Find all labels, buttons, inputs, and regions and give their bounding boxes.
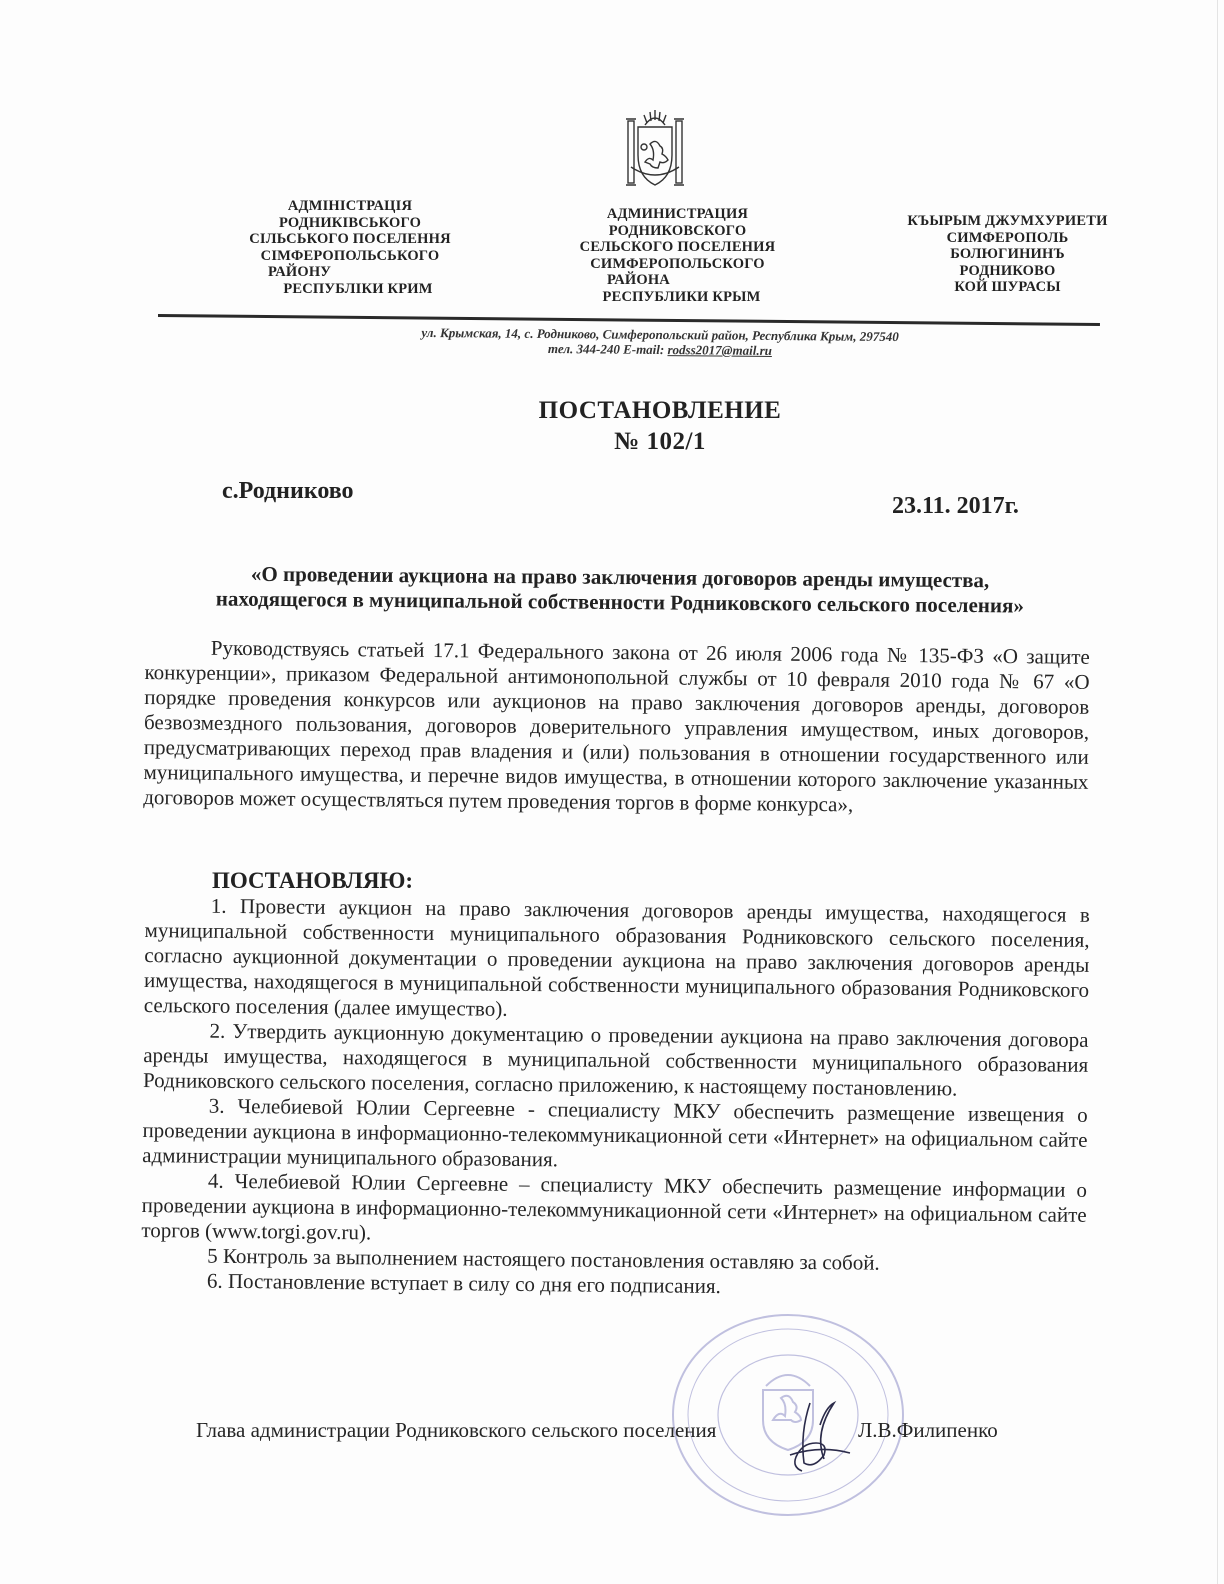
preamble-text: Руководствуясь статьей 17.1 Федерального закона от 26 июля 2006 года № 135-ФЗ «О защите конкуренции», приказом Федеральной антимонопольной службы от 10 февраля 2010 года № 67 «О порядке проведения конкурсов или аукционов на право заключения договоров аренды, договоров безвозмездного пользования, договоров доверительного управления имуществом, иных договоров, предусматривающих переход прав владения и (или) пользования в отношении государственного или муниципального имущества, и перечне видов имущества, в отношении которого заключение указанных договоров может осуществляться путем проведения торгов в форме конкурса», (143, 635, 1090, 817)
header-line: КЪЫРЫМ ДЖУМХУРИЕТИ (907, 213, 1108, 229)
header-line: РАЙОНУ (268, 264, 332, 280)
document-place: с.Родниково (222, 478, 354, 504)
header-line: БОЛЮГИНИНЪ (950, 246, 1065, 262)
header-line: АДМИНИСТРАЦИЯ (606, 206, 749, 222)
email-link[interactable]: rodss2017@mail.ru (667, 342, 772, 358)
header-line: СИМФЕРОПОЛЬ (946, 229, 1069, 246)
decree-items (141, 893, 1090, 1303)
signatory-name: Л.В.Филипенко (858, 1418, 998, 1442)
signatory-title: Глава администрации Родниковского сельского поселения (196, 1418, 717, 1442)
coat-of-arms-icon (625, 107, 685, 192)
decree-heading: ПОСТАНОВЛЯЮ: (212, 868, 414, 893)
header-line: СІМФЕРОПОЛЬСЬКОГО (260, 247, 440, 264)
document-date: 23.11. 2017г. (892, 493, 1019, 519)
header-line: РОДНИКОВО (959, 262, 1056, 279)
header-crimean-tatar (895, 213, 1120, 296)
header-line: КОЙ ШУРАСЫ (954, 279, 1061, 295)
contact-prefix: тел. 344-240 E-mail: (547, 341, 668, 358)
header-line: РАЙОНА (607, 272, 670, 288)
header-line: РОДНИКІВСЬКОГО (278, 214, 422, 231)
decree-item: 5 Контроль за выполнением настоящего постановления оставляю за собой. (207, 1243, 880, 1275)
header-line: РЕСПУБЛІКИ КРИМ (283, 280, 433, 297)
decree-item: 2. Утвердить аукционную документацию о проведении аукциона на право заключения договора аренды имущества, находящегося в муниципальной собственности муниципального образования Родниковского сельского поселения, согласно приложению, к настоящему постановлению. (142, 1018, 1089, 1101)
decree-item: 4. Челебиевой Юлии Сергеевне – специалисту МКУ обеспечить размещение информации о проведении аукциона в информационно-телекоммуникационной сети «Интернет» на официальном сайте торгов (www.torgi.gov.ru). (141, 1168, 1088, 1245)
subject-line: находящегося в муниципальной собственности Родниковского сельского поселения» (215, 586, 1025, 618)
header-line: РЕСПУБЛИКИ КРЫМ (602, 288, 761, 305)
address-line: ул. Крымская, 14, с. Родниково, Симферопольский район, Республика Крым, 297540 (421, 324, 899, 345)
header-line: СЕЛЬСКОГО ПОСЕЛЕНИЯ (579, 239, 776, 255)
preamble (143, 635, 1090, 820)
subject-line: «О проведении аукциона на право заключения договоров аренды имущества, (250, 561, 990, 593)
header-russian (565, 206, 790, 305)
page-edge (1217, 0, 1218, 1584)
document-title (430, 395, 890, 457)
document-number: № 102/1 (614, 428, 706, 455)
document-type: ПОСТАНОВЛЕНИЕ (538, 397, 782, 424)
address-block (330, 324, 990, 360)
header-line: СИМФЕРОПОЛЬСКОГО (590, 255, 765, 272)
header-line: РОДНИКОВСКОГО (608, 222, 747, 239)
document-subject (140, 561, 1100, 619)
header-ukrainian (240, 198, 460, 297)
decree-item: 1. Провести аукцион на право заключения договоров аренды имущества, находящегося в муниципальной собственности муниципального образования Родниковского сельского поселения, согласно аукционной документации о проведении аукциона на право заключения договоров аренды имущества, находящегося в муниципальной собственности муниципального образования Родниковского сельского поселения (далее имущество). (143, 893, 1090, 1021)
header-divider (158, 314, 1100, 326)
decree-item: 3. Челебиевой Юлии Сергеевне - специалисту МКУ обеспечить размещение извещения о проведении аукциона в информационно-телекоммуникационной сети «Интернет» на официальном сайте администрации муниципального образования. (142, 1093, 1088, 1172)
decree-item: 6. Постановление вступает в силу со дня его подписания. (206, 1268, 721, 1299)
header-line: АДМІНІСТРАЦІЯ (287, 198, 413, 214)
header-line: СІЛЬСЬКОГО ПОСЕЛЕННЯ (249, 231, 451, 247)
